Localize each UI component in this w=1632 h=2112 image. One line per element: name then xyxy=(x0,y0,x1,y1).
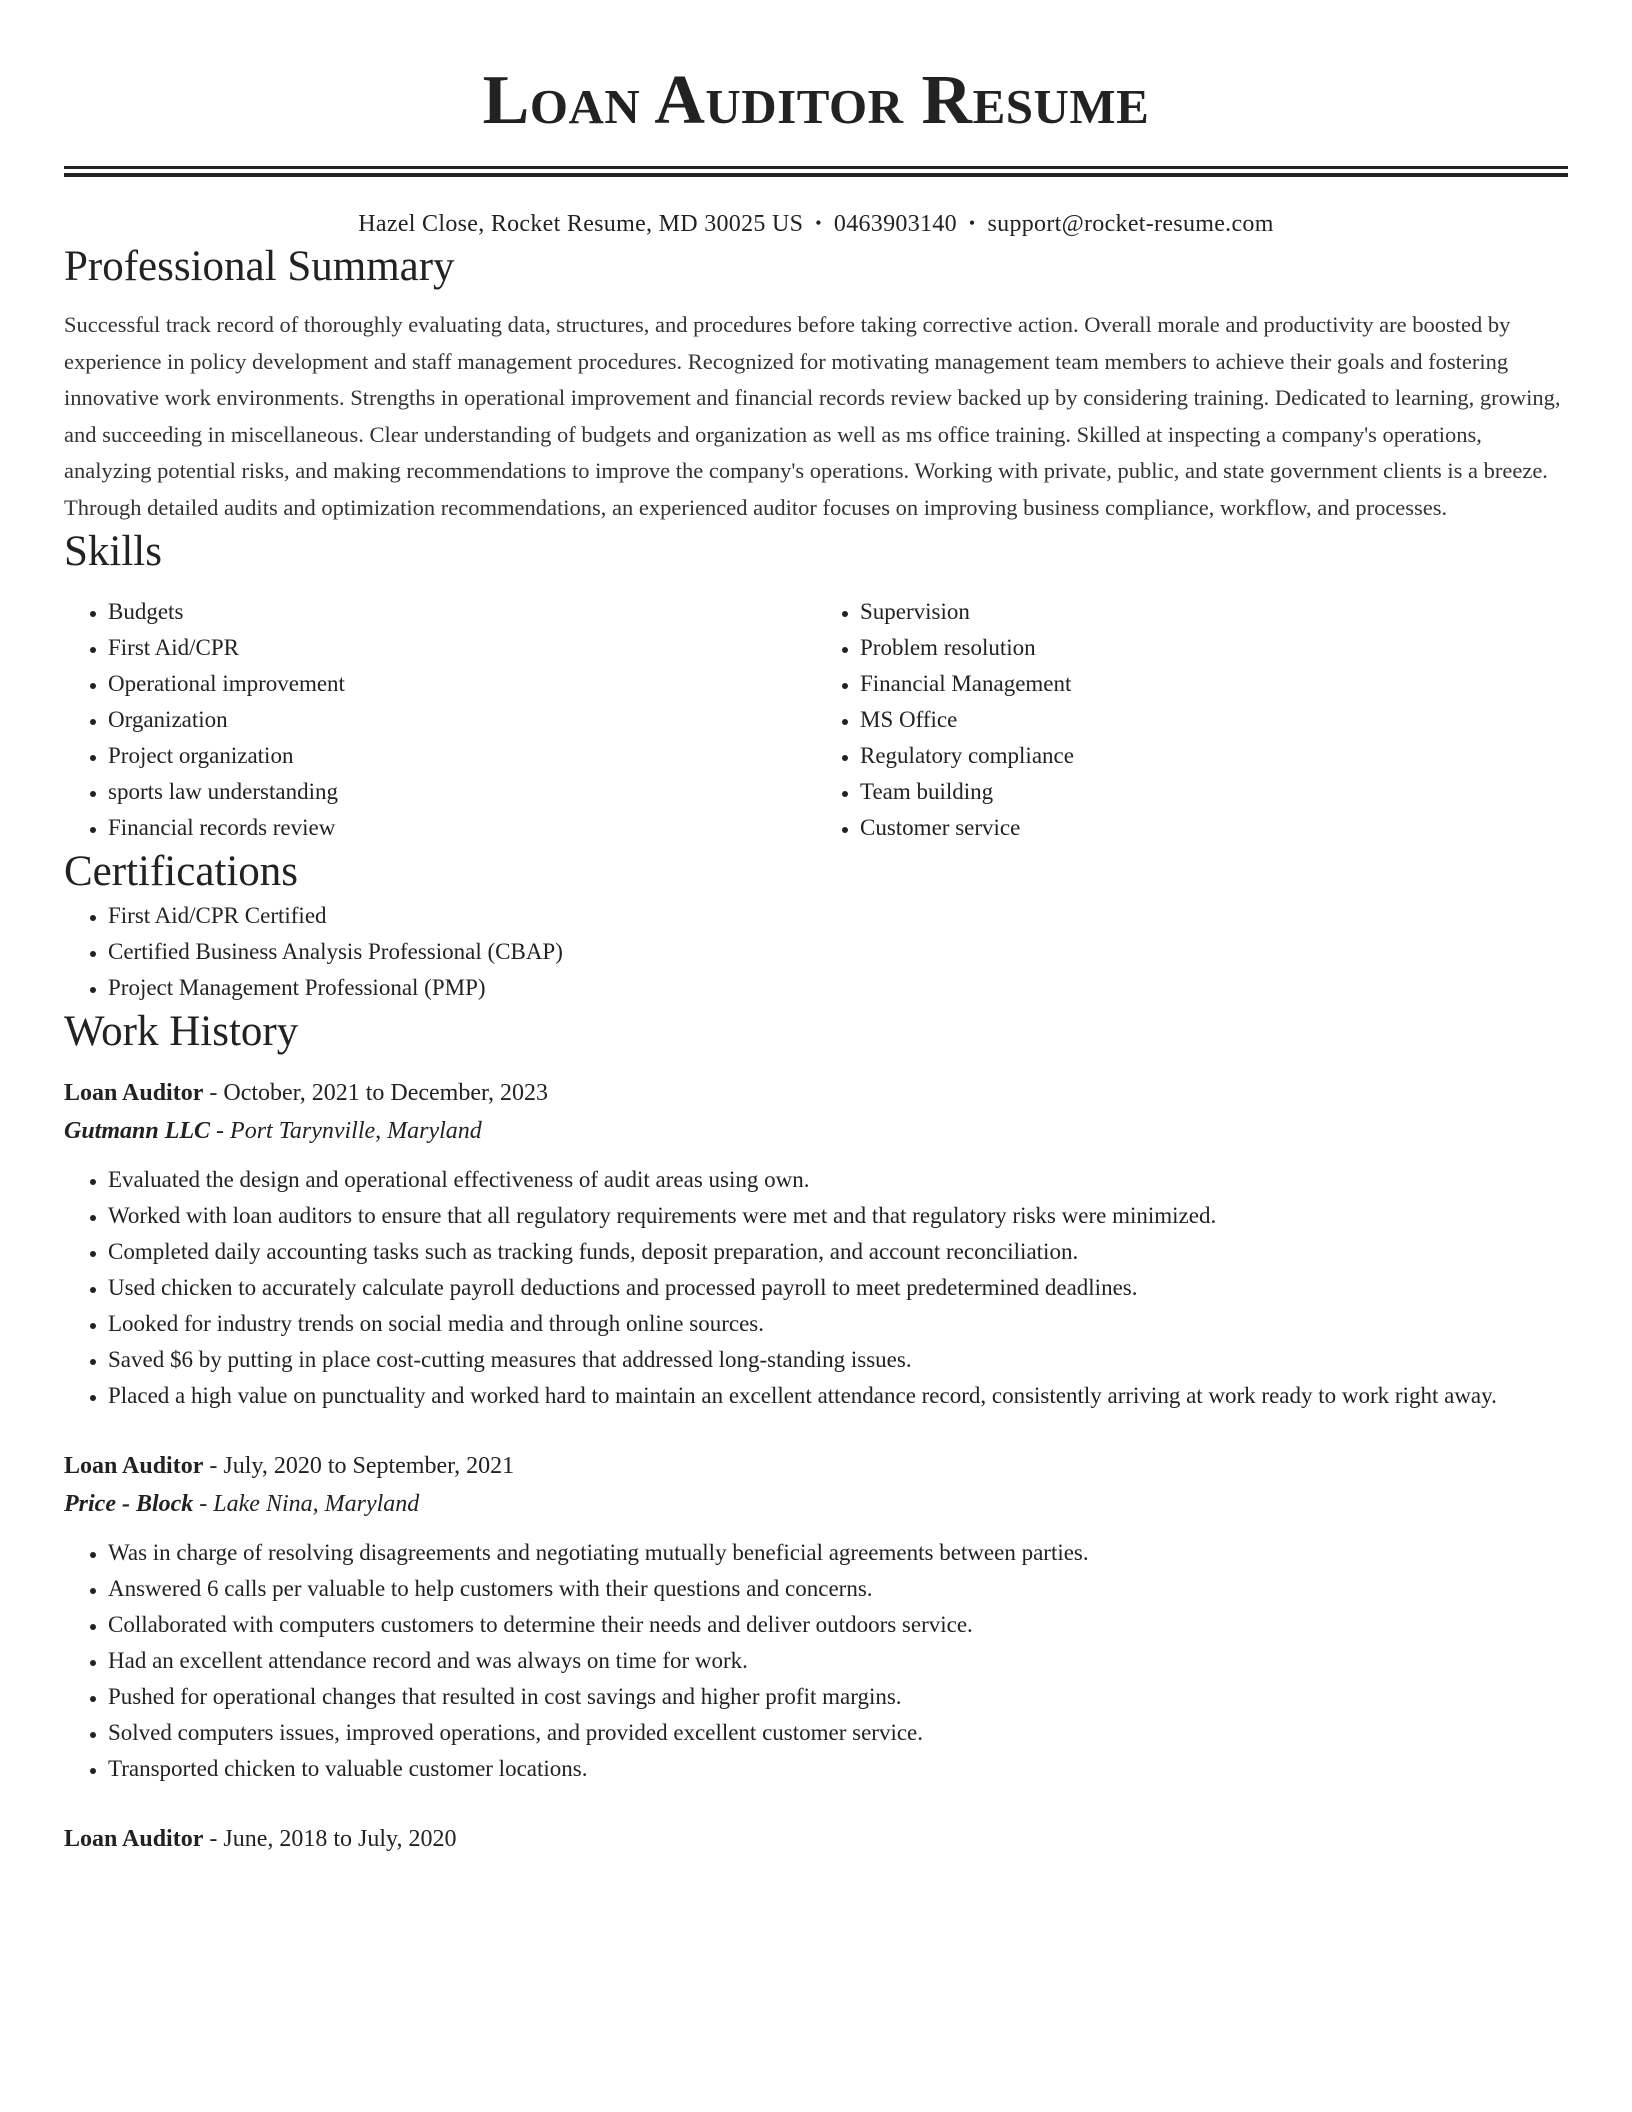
certification-item: • Project Management Professional (PMP) xyxy=(108,970,1568,1006)
job-duty-item: • Saved $6 by putting in place cost-cutting measures that addressed long-standing issues. xyxy=(108,1342,1568,1378)
job-duty-item: • Looked for industry trends on social media and through online sources. xyxy=(108,1306,1568,1342)
job-company-line xyxy=(64,1485,1568,1523)
job-duty-item: • Placed a high value on punctuality and worked hard to maintain an excellent attendance record, consistently arriving at work ready to work right away. xyxy=(108,1378,1568,1414)
skill-item: • Organization xyxy=(108,702,816,738)
skills-columns xyxy=(64,594,1568,846)
job-title-line xyxy=(64,1074,1568,1112)
job-dates: - July, 2020 to September, 2021 xyxy=(203,1453,515,1479)
job-location: - Lake Nina, Maryland xyxy=(193,1491,420,1517)
skills-heading: Skills xyxy=(64,528,162,575)
skill-item: • Operational improvement xyxy=(108,666,816,702)
certification-item: • Certified Business Analysis Professional (CBAP) xyxy=(108,934,1568,970)
skill-item: • Financial Management xyxy=(860,666,1568,702)
skill-item: • Financial records review xyxy=(108,810,816,846)
bullet-separator: • xyxy=(968,213,976,233)
skill-item: • sports law understanding xyxy=(108,774,816,810)
bullet-separator: • xyxy=(815,213,822,233)
job-company-line xyxy=(64,1112,1568,1150)
skill-item: • Team building xyxy=(860,774,1568,810)
job-duty-item: • Completed daily accounting tasks such as tracking funds, deposit preparation, and account reconciliation. xyxy=(108,1234,1568,1270)
job-entry xyxy=(64,1447,1568,1787)
skill-item: • Supervision xyxy=(860,594,1568,630)
job-entry xyxy=(64,1820,1568,1858)
skill-item: • Customer service xyxy=(860,810,1568,846)
job-title-line xyxy=(64,1447,1568,1485)
job-dates: - June, 2018 to July, 2020 xyxy=(203,1826,457,1852)
contact-line xyxy=(64,208,1568,241)
job-duty-item: • Collaborated with computers customers to determine their needs and deliver outdoors service. xyxy=(108,1607,1568,1643)
job-entry xyxy=(64,1074,1568,1414)
job-duty-item: • Evaluated the design and operational effectiveness of audit areas using own. xyxy=(108,1162,1568,1198)
skill-item: • First Aid/CPR xyxy=(108,630,816,666)
skills-left-list xyxy=(64,594,816,846)
job-duties-list xyxy=(64,1535,1568,1787)
skill-item: • MS Office xyxy=(860,702,1568,738)
skill-item: • Budgets xyxy=(108,594,816,630)
contact-address: Hazel Close, Rocket Resume, MD 30025 US xyxy=(358,211,804,237)
job-duty-item: • Transported chicken to valuable customer locations. xyxy=(108,1751,1568,1787)
certifications-list xyxy=(64,898,1568,1006)
skills-right-list xyxy=(816,594,1568,846)
resume-page xyxy=(64,0,1568,1858)
job-location: - Port Tarynville, Maryland xyxy=(210,1118,482,1144)
job-title: Loan Auditor xyxy=(64,1826,204,1852)
title-double-rule xyxy=(64,166,1568,177)
skill-item: • Problem resolution xyxy=(860,630,1568,666)
job-duty-item: • Was in charge of resolving disagreements and negotiating mutually beneficial agreements between parties. xyxy=(108,1535,1568,1571)
contact-email: support@rocket-resume.com xyxy=(987,211,1274,237)
job-duty-item: • Had an excellent attendance record and was always on time for work. xyxy=(108,1643,1568,1679)
contact-phone: 0463903140 xyxy=(833,211,957,237)
job-duty-item: • Solved computers issues, improved operations, and provided excellent customer service. xyxy=(108,1715,1568,1751)
summary-heading: Professional Summary xyxy=(64,243,455,290)
certifications-heading: Certifications xyxy=(64,848,299,895)
resume-title: Loan Auditor Resume xyxy=(482,62,1150,139)
summary-text: Successful track record of thoroughly evaluating data, structures, and procedures before taking corrective action. Overall morale and productivity are boosted by experience in policy development and staff management procedures. Recognized for motivating management team members to achieve their goals and fostering innovative work environments. Strengths in operational improvement and financial records review backed up by considering training. Dedicated to learning, growing, and succeeding in miscellaneous. Clear understanding of budgets and organization as well as ms office training. Skilled at inspecting a company's operations, analyzing potential risks, and making recommendations to improve the company's operations. Working with private, public, and state government clients is a breeze. Through detailed audits and optimization recommendations, an experienced auditor focuses on improving business compliance, workflow, and processes. xyxy=(64,312,1561,520)
skill-item: • Project organization xyxy=(108,738,816,774)
job-title-line xyxy=(64,1820,1568,1858)
job-duty-item: • Answered 6 calls per valuable to help customers with their questions and concerns. xyxy=(108,1571,1568,1607)
job-duty-item: • Pushed for operational changes that resulted in cost savings and higher profit margins. xyxy=(108,1679,1568,1715)
job-duties-list xyxy=(64,1162,1568,1414)
job-company: Gutmann LLC xyxy=(64,1118,211,1144)
skill-item: • Regulatory compliance xyxy=(860,738,1568,774)
job-company: Price - Block xyxy=(64,1491,194,1517)
job-title: Loan Auditor xyxy=(64,1080,204,1106)
work-history-heading: Work History xyxy=(64,1008,299,1055)
job-dates: - October, 2021 to December, 2023 xyxy=(203,1080,549,1106)
job-title: Loan Auditor xyxy=(64,1453,204,1479)
job-duty-item: • Worked with loan auditors to ensure that all regulatory requirements were met and that regulatory risks were minimized. xyxy=(108,1198,1568,1234)
certification-item: • First Aid/CPR Certified xyxy=(108,898,1568,934)
job-duty-item: • Used chicken to accurately calculate payroll deductions and processed payroll to meet predetermined deadlines. xyxy=(108,1270,1568,1306)
